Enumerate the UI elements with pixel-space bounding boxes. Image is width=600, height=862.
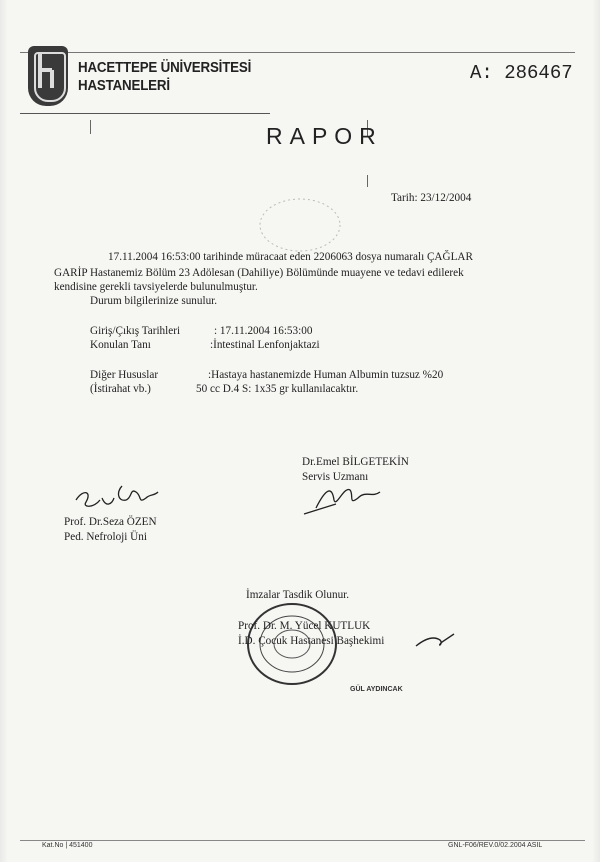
footer-left: Kat.No | 451400 xyxy=(42,842,93,849)
left-signatory-name: Prof. Dr.Seza ÖZEN xyxy=(64,516,157,528)
left-signature xyxy=(72,478,162,518)
body-line-3: kendisine gerekli tavsiyelerde bulunulmuştur. xyxy=(54,281,258,293)
stamp-name: GÜL AYDINCAK xyxy=(350,686,403,693)
hacettepe-logo xyxy=(28,46,68,106)
footer-right: GNL-F06/REV.0/02.2004 ASIL xyxy=(448,842,543,849)
diagnosis-label: Konulan Tanı xyxy=(90,339,151,351)
report-title: RAPOR xyxy=(266,123,383,149)
right-signature xyxy=(296,478,386,518)
body-line-4: Durum bilgilerinize sunulur. xyxy=(90,295,218,307)
report-date: Tarih: 23/12/2004 xyxy=(391,192,472,204)
diagnosis-value: :İntestinal Lenfonjaktazi xyxy=(210,339,320,351)
admission-value: : 17.11.2004 16:53:00 xyxy=(214,325,313,337)
admission-label: Giriş/Çıkış Tarihleri xyxy=(90,325,181,337)
hospital-name-line1: HACETTEPE ÜNİVERSİTESİ xyxy=(78,60,252,76)
faint-stamp-mark xyxy=(255,195,345,255)
right-signatory-title: Servis Uzmanı xyxy=(302,471,369,483)
approval-text: İmzalar Tasdik Olunur. xyxy=(246,589,350,601)
right-signatory-name: Dr.Emel BİLGETEKİN xyxy=(302,456,409,468)
other-value: :Hastaya hastanemizde Human Albumin tuzsuz %20 xyxy=(208,369,444,381)
left-signatory-title: Ped. Nefroloji Üni xyxy=(64,531,147,543)
rest-label: (İstirahat vb.) xyxy=(90,383,151,395)
other-label: Diğer Hususlar xyxy=(90,369,159,381)
header-top-rule xyxy=(20,52,575,53)
footer-rule xyxy=(20,840,585,841)
rest-value: 50 cc D.4 S: 1x35 gr kullanılacaktır. xyxy=(196,383,359,395)
header-bottom-rule xyxy=(20,113,270,114)
body-line-1: 17.11.2004 16:53:00 tarihinde müracaat eden 2206063 dosya numaralı ÇAĞLAR xyxy=(108,251,473,263)
hospital-name-line2: HASTANELERİ xyxy=(78,78,170,94)
chief-name: Prof. Dr. M. Yücel KUTLUK xyxy=(238,620,371,632)
body-line-2: GARİP Hastanemiz Bölüm 23 Adölesan (Dahiliye) Bölümünde muayene ve tedavi edilerek xyxy=(54,267,464,279)
document-number: A: 286467 xyxy=(470,62,573,84)
chief-title: İ.D. Çocuk Hastanesi Başhekimi xyxy=(238,635,385,647)
chief-signature xyxy=(412,628,458,652)
